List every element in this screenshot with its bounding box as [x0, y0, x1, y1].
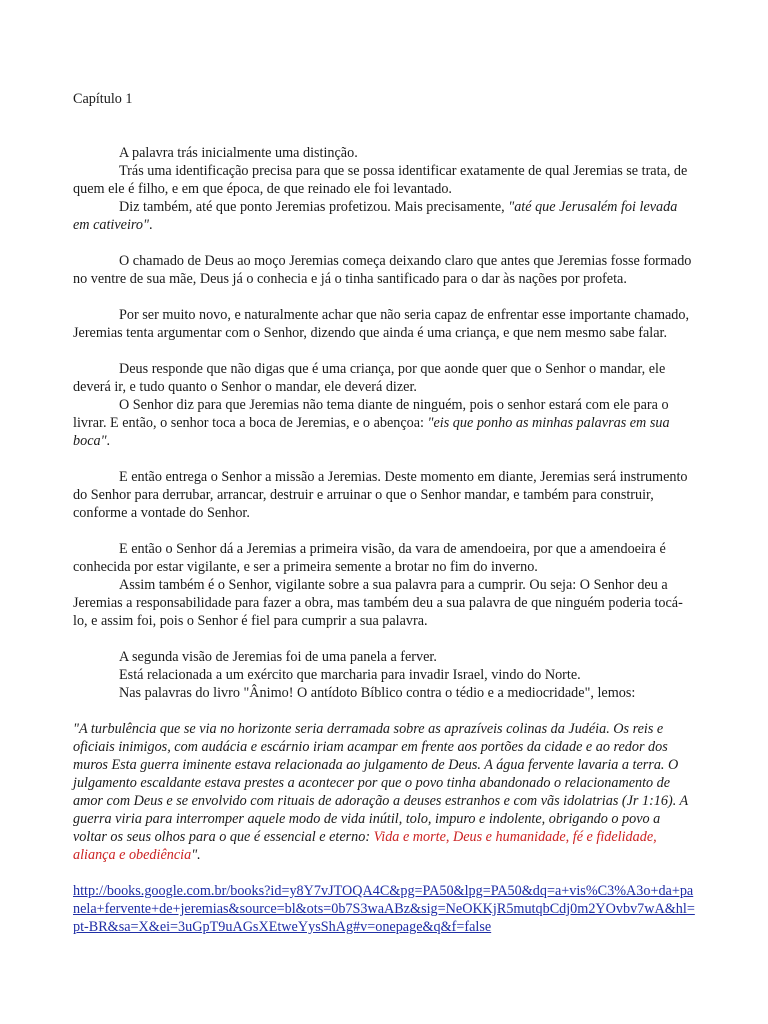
- quote-inline: "até que Jerusalém foi levada em cativeiro": [73, 199, 678, 233]
- paragraph: Por ser muito novo, e naturalmente achar que não seria capaz de enfrentar esse importante chamado, Jeremias tenta argumentar com o Senhor, dizendo que ainda é uma criança, e que nem mesmo sabe falar.: [73, 307, 690, 341]
- paragraph: A segunda visão de Jeremias foi de uma panela a ferver.: [119, 649, 437, 665]
- document-page: [73, 90, 695, 936]
- paragraph: Trás uma identificação precisa para que se possa identificar exatamente de qual Jeremias se trata, de quem ele é filho, e em que época, de que reinado ele foi levantado.: [73, 163, 688, 197]
- paragraph: Nas palavras do livro "Ânimo! O antídoto Bíblico contra o tédio e a mediocridade", lemos:: [119, 685, 636, 701]
- paragraph: Está relacionada a um exército que marcharia para invadir Israel, vindo do Norte.: [119, 667, 581, 683]
- block-quote: "A turbulência que se via no horizonte seria derramada sobre as aprazíveis colinas da Judéia. Os reis e oficiais inimigos, com audácia e escárnio iriam acampar em frente aos portões da cidade e ao redor dos muros Esta guerra iminente estava relacionada ao julgamento de Deus. A água fervente lavaria a terra. O julgamento escaldante estava prestes a acontecer por que o povo tinha abandonado o relacionamento de amor com Deus e se envolvido com rituais de adoração a deuses estranhos e com vãs idolatrias (Jr 1:16). A guerra viria para interromper aquele modo de vida inútil, tolo, impuro e indolente, obrigando o povo a voltar os seus olhos para o que é essencial e eterno: Vida e morte, Deus e humanidade, fé e fidelidade, aliança e obediência".: [73, 721, 688, 863]
- chapter-heading: Capítulo 1: [73, 91, 133, 107]
- paragraph: Deus responde que não digas que é uma criança, por que aonde quer que o Senhor o mandar, ele deverá ir, e tudo quanto o Senhor o mandar, ele deverá dizer.: [73, 361, 666, 395]
- source-link[interactable]: http://books.google.com.br/books?id=y8Y7vJTOQA4C&pg=PA50&lpg=PA50&dq=a+vis%C3%A3o+da+panela+fervente+de+jeremias&source=bl&ots=0b7S3waABz&sig=NeOKKjR5mutqbCdj0m2YOvbv7wA&hl=pt-BR&sa=X&ei=3uGpT9uAGsXEtweYysShAg#v=onepage&q&f=false: [73, 883, 695, 935]
- paragraph: A palavra trás inicialmente uma distinção.: [119, 145, 358, 161]
- paragraph: Assim também é o Senhor, vigilante sobre a sua palavra para a cumprir. Ou seja: O Senhor deu a Jeremias a responsabilidade para fazer a obra, mas também deu a sua palavra de que ninguém poderia tocá-lo, e assim foi, pois o Senhor é fiel para cumprir a sua palavra.: [73, 577, 683, 629]
- quote-inline: "eis que ponho as minhas palavras em sua boca": [73, 415, 670, 449]
- paragraph: O chamado de Deus ao moço Jeremias começa deixando claro que antes que Jeremias fosse formado no ventre de sua mãe, Deus já o conhecia e já o tinha santificado para o dar às nações por profeta.: [73, 253, 692, 287]
- paragraph: Diz também, até que ponto Jeremias profetizou. Mais precisamente, "até que Jerusalém foi levada em cativeiro".: [73, 199, 678, 233]
- highlighted-phrase: Vida e morte, Deus e humanidade, fé e fidelidade, aliança e obediência: [73, 829, 657, 863]
- paragraph: O Senhor diz para que Jeremias não tema diante de ninguém, pois o senhor estará com ele para o livrar. E então, o senhor toca a boca de Jeremias, e o abençoa: "eis que ponho as minhas palavras em sua boca".: [73, 397, 670, 449]
- paragraph: E então entrega o Senhor a missão a Jeremias. Deste momento em diante, Jeremias será instrumento do Senhor para derrubar, arrancar, destruir e arruinar o que o Senhor mandar, e também para construir, conforme a vontade do Senhor.: [73, 469, 688, 521]
- paragraph: E então o Senhor dá a Jeremias a primeira visão, da vara de amendoeira, por que a amendoeira é conhecida por estar vigilante, e ser a primeira semente a brotar no fim do inverno.: [73, 541, 666, 575]
